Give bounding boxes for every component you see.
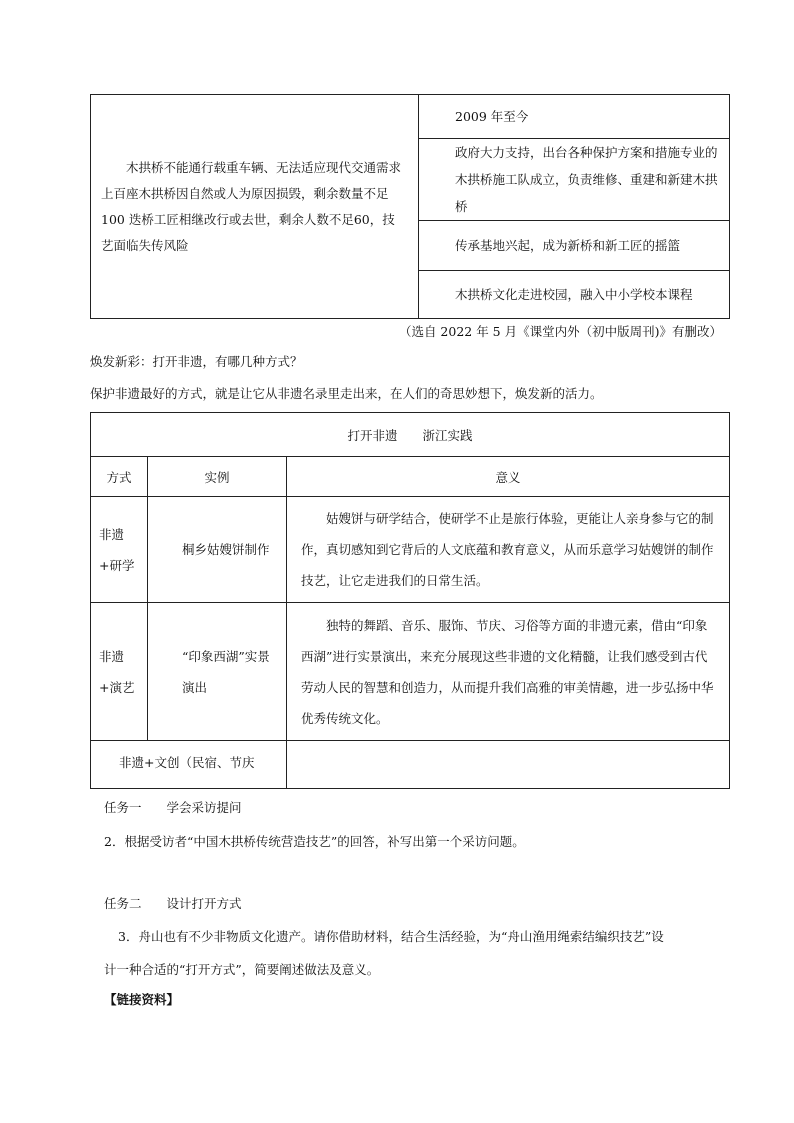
table-title: 打开非遗 浙江实践 <box>91 413 730 457</box>
problem-description: 木拱桥不能通行载重车辆、无法适应现代交通需求上百座木拱桥因自然或人为原因损毁，剩余数量不足100 迭桥工匠相继改行或去世，剩余人数不足60，技艺面临失传风险 <box>91 95 419 319</box>
measure-base: 传承基地兴起，成为新桥和新工匠的摇篮 <box>419 221 730 271</box>
source-note: （选自 2022 年 5 月《课堂内外（初中版周刊)》有删改） <box>398 324 722 339</box>
meaning-cell <box>287 741 730 789</box>
table-row <box>91 497 730 603</box>
table-row <box>91 741 730 789</box>
task-one-heading: 任务一 学会采访提问 <box>104 800 242 815</box>
practice-table <box>90 412 730 789</box>
method-cell: 非遗+演艺 <box>91 603 148 741</box>
question-2: 2．根据受访者“中国木拱桥传统营造技艺”的回答，补写出第一个采访问题。 <box>104 834 525 849</box>
question-3-line-2: 计一种合适的“打开方式”，简要阐述做法及意义。 <box>104 962 380 977</box>
meaning-cell: 独特的舞蹈、音乐、服饰、节庆、习俗等方面的非遗元素，借由“印象西湖”进行实景演出，来充分展现这些非遗的文化精髓，让我们感受到古代劳动人民的智慧和创造力，从而提升我们高雅的审美情趣，进一步弘扬中华优秀传统文化。 <box>287 603 730 741</box>
intro-paragraph: 保护非遗最好的方式，就是让它从非遗名录里走出来，在人们的奇思妙想下，焕发新的活力。 <box>90 386 603 401</box>
period-label: 2009 年至今 <box>419 95 730 139</box>
measure-school: 木拱桥文化走进校园，融入中小学校本课程 <box>419 271 730 319</box>
example-cell: 桐乡姑嫂饼制作 <box>148 497 287 603</box>
header-method: 方式 <box>91 457 148 497</box>
header-example: 实例 <box>148 457 287 497</box>
section-heading: 焕发新彩：打开非遗，有哪几种方式？ <box>90 354 303 369</box>
task-two-heading: 任务二 设计打开方式 <box>104 896 242 911</box>
link-material-label: 【链接资料】 <box>104 992 180 1007</box>
header-meaning: 意义 <box>287 457 730 497</box>
meaning-cell: 姑嫂饼与研学结合，使研学不止是旅行体验，更能让人亲身参与它的制作，真切感知到它背后的人文底蕴和教育意义，从而乐意学习姑嫂饼的制作技艺，让它走进我们的日常生活。 <box>287 497 730 603</box>
history-table <box>90 94 730 319</box>
method-cell: 非遗+研学 <box>91 497 148 603</box>
measure-government: 政府大力支持，出台各种保护方案和措施专业的木拱桥施工队成立，负责维修、重建和新建木拱桥 <box>419 139 730 221</box>
question-3-line-1: 3．舟山也有不少非物质文化遗产。请你借助材料，结合生活经验，为“舟山渔用绳索结编织技艺”设 <box>118 929 664 944</box>
table-row <box>91 603 730 741</box>
example-cell: “印象西湖”实景演出 <box>148 603 287 741</box>
method-cell: 非遗+文创（民宿、节庆 <box>91 741 287 789</box>
